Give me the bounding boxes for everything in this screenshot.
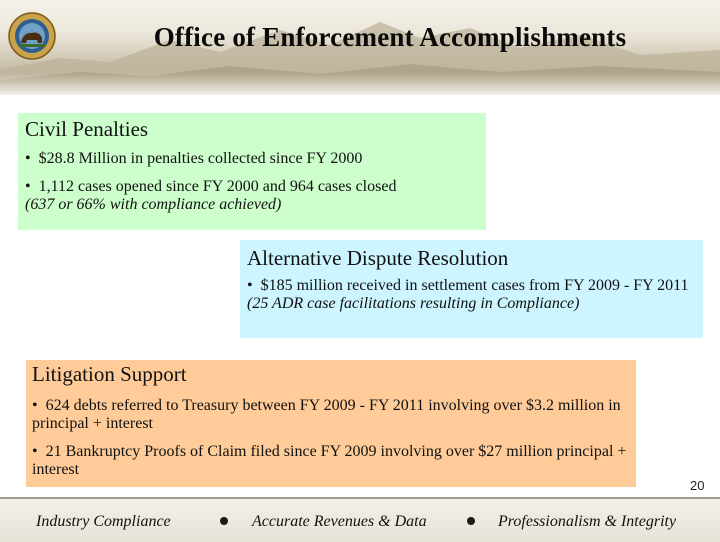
adr-bullet-1: • $185 million received in settlement cases from FY 2009 - FY 2011 (25 ADR case facilitations resulting in Compliance) <box>247 277 689 312</box>
civil-bullet-2: • 1,112 cases opened since FY 2000 and 964 cases closed (637 or 66% with compliance achieved) <box>25 178 397 213</box>
civil-bullet-2-note: (637 or 66% with compliance achieved) <box>25 196 282 213</box>
footer-dot-icon <box>467 517 475 525</box>
footer-item-industry-compliance: Industry Compliance <box>36 513 171 530</box>
civil-bullet-1: • $28.8 Million in penalties collected since FY 2000 <box>25 150 363 167</box>
civil-penalties-box <box>18 113 486 230</box>
header-fade <box>0 73 720 95</box>
adr-box <box>240 240 703 338</box>
department-seal-icon <box>8 12 56 60</box>
adr-bullet-1-note: (25 ADR case facilitations resulting in Compliance) <box>247 295 580 312</box>
bullet-icon: • <box>25 150 31 167</box>
header-banner <box>0 0 720 95</box>
litigation-heading: Litigation Support <box>32 362 187 386</box>
footer-item-accurate-revenues: Accurate Revenues & Data <box>252 513 427 530</box>
footer-dot-icon <box>220 517 228 525</box>
footer-bar <box>0 497 720 542</box>
page-number: 20 <box>690 478 705 493</box>
page-title: Office of Enforcement Accomplishments <box>153 22 627 52</box>
litigation-support-box <box>26 360 636 487</box>
bullet-icon: • <box>32 443 38 460</box>
bullet-icon: • <box>247 277 253 294</box>
adr-heading: Alternative Dispute Resolution <box>247 246 509 270</box>
footer-item-professionalism: Professionalism & Integrity <box>498 513 677 530</box>
litigation-bullet-1: • 624 debts referred to Treasury between FY 2009 - FY 2011 involving over $3.2 million in principal + interest <box>32 397 621 432</box>
litigation-bullet-2: • 21 Bankruptcy Proofs of Claim filed since FY 2009 involving over $27 million principal + interest <box>32 443 627 478</box>
bullet-icon: • <box>25 178 31 195</box>
civil-penalties-heading: Civil Penalties <box>25 117 149 141</box>
bullet-icon: • <box>32 397 38 414</box>
